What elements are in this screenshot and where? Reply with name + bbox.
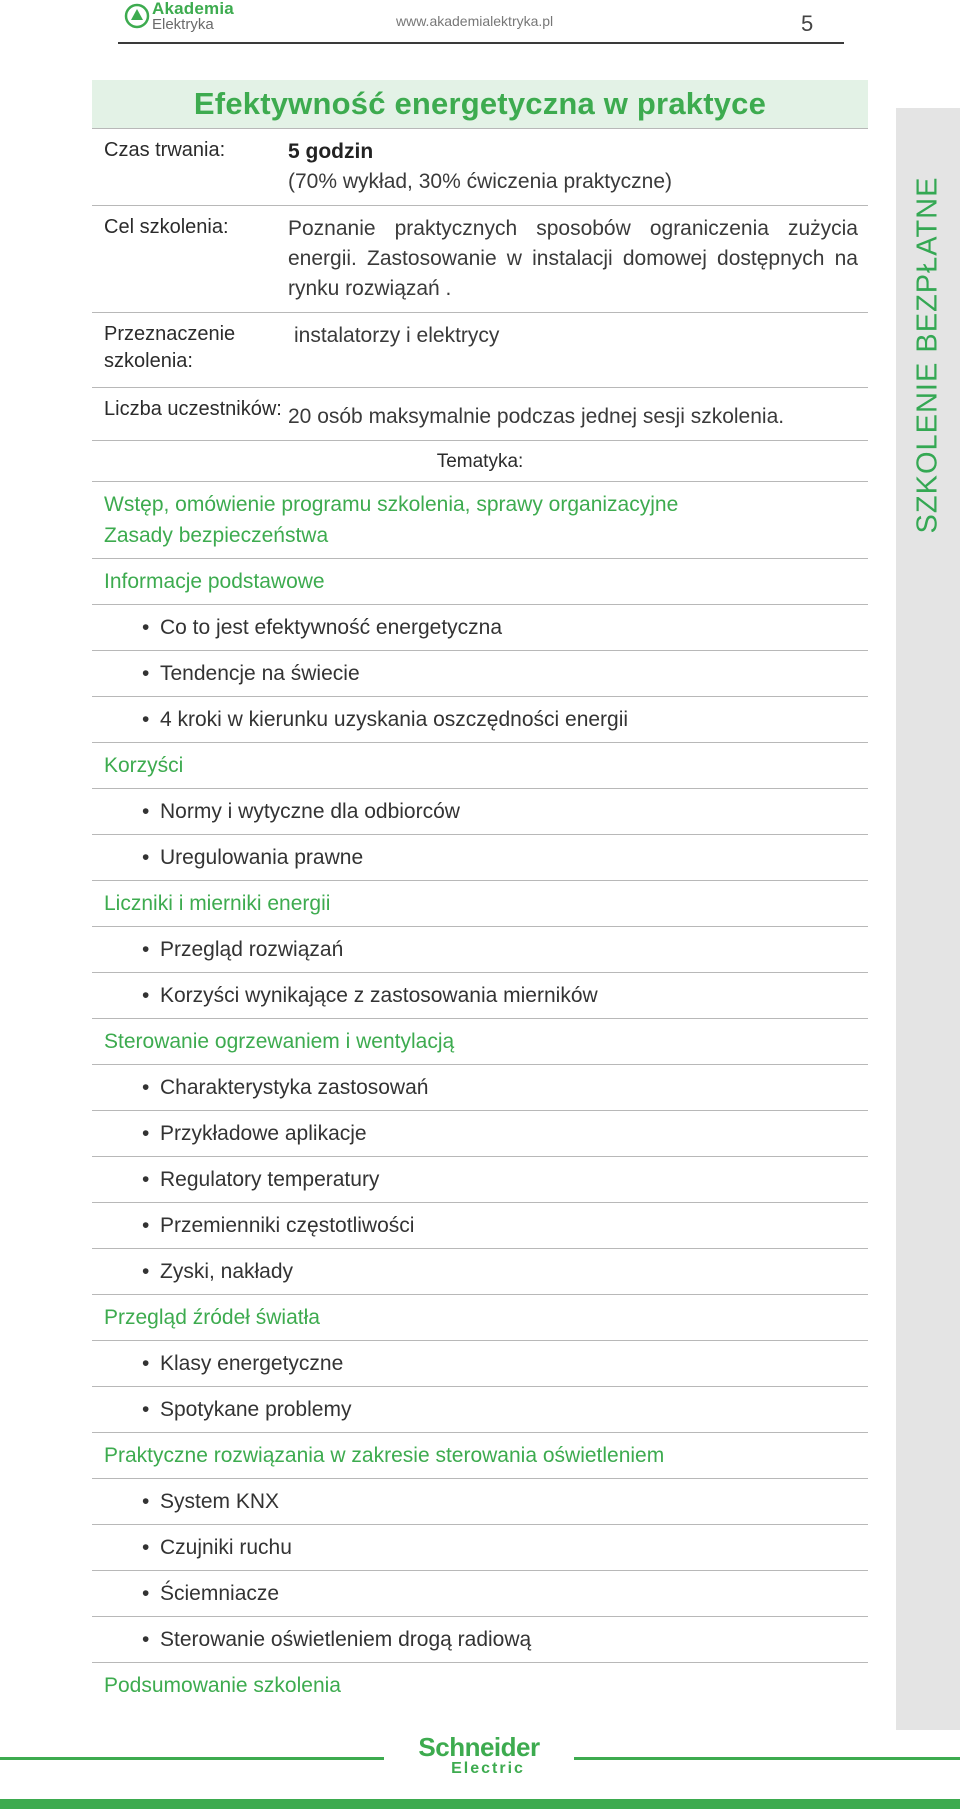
topics-heading: Tematyka:	[92, 441, 868, 482]
list-item: • 4 kroki w kierunku uzyskania oszczędności energii	[92, 697, 868, 743]
logo-line-1: Akademia	[152, 0, 234, 18]
duration-label: Czas trwania:	[104, 139, 226, 161]
participants-value: 20 osób maksymalnie podczas jednej sesji szkolenia.	[288, 405, 785, 428]
header-divider	[118, 42, 844, 44]
site-url[interactable]: www.akademialektryka.pl	[396, 13, 554, 29]
audience-value: instalatorzy i elektrycy	[294, 324, 500, 347]
list-item: • Ściemniacze	[92, 1571, 868, 1617]
list-item: • Tendencje na świecie	[92, 651, 868, 697]
duration-value: 5 godzin	[288, 140, 374, 163]
brand-line-2: Electric	[451, 1760, 525, 1777]
list-item: • System KNX	[92, 1479, 868, 1525]
participants-row	[92, 388, 868, 441]
page-header	[0, 0, 960, 48]
list-item: • Normy i wytyczne dla odbiorców	[92, 789, 868, 835]
logo-line-2: Elektryka	[152, 16, 214, 33]
section-meters: Liczniki i mierniki energii	[92, 881, 868, 927]
intro-line-1: Wstęp, omówienie programu szkolenia, sprawy organizacyjne	[104, 493, 679, 516]
intro-line-2: Zasady bezpieczeństwa	[104, 524, 329, 547]
footer-bar	[0, 1799, 960, 1809]
section-light-sources: Przegląd źródeł światła	[92, 1295, 868, 1341]
goal-value: Poznanie praktycznych sposobów ograniczenia zużycia energii. Zastosowanie w instalacji domowej dostępnych na rynku rozwiązań .	[288, 217, 858, 300]
brand-line-1: Schneider	[418, 1732, 540, 1762]
page-title: Efektywność energetyczna w praktyce	[193, 86, 767, 121]
title-band	[92, 80, 868, 129]
list-item: • Klasy energetyczne	[92, 1341, 868, 1387]
page-number: 5	[801, 11, 814, 36]
audience-row	[92, 313, 868, 388]
section-intro	[92, 482, 868, 559]
page-footer	[0, 1720, 960, 1809]
duration-row	[92, 129, 868, 206]
section-hvac: Sterowanie ogrzewaniem i wentylacją	[92, 1019, 868, 1065]
footer-rule-right	[574, 1757, 960, 1760]
list-item: • Przykładowe aplikacje	[92, 1111, 868, 1157]
goal-label: Cel szkolenia:	[104, 216, 229, 238]
audience-label: Przeznaczenie szkolenia:	[104, 323, 236, 372]
course-sheet	[92, 80, 868, 1708]
list-item: • Spotykane problemy	[92, 1387, 868, 1433]
list-item: • Korzyści wynikające z zastosowania mierników	[92, 973, 868, 1019]
participants-label: Liczba uczestników:	[104, 398, 282, 420]
list-item: • Charakterystyka zastosowań	[92, 1065, 868, 1111]
duration-note: (70% wykład, 30% ćwiczenia praktyczne)	[288, 170, 672, 193]
logo-ring-icon	[124, 3, 150, 29]
list-item: • Czujniki ruchu	[92, 1525, 868, 1571]
list-item: • Zyski, nakłady	[92, 1249, 868, 1295]
free-training-label: SZKOLENIE BEZPŁATNE	[911, 176, 944, 534]
footer-rule-left	[0, 1757, 384, 1760]
section-summary: Podsumowanie szkolenia	[104, 1674, 341, 1697]
akademia-elektryka-logo	[124, 0, 234, 36]
section-lighting-control: Praktyczne rozwiązania w zakresie sterowania oświetleniem	[92, 1433, 868, 1479]
goal-row	[92, 206, 868, 313]
list-item: • Przegląd rozwiązań	[92, 927, 868, 973]
list-item: • Co to jest efektywność energetyczna	[92, 605, 868, 651]
list-item: • Uregulowania prawne	[92, 835, 868, 881]
list-item: • Sterowanie oświetleniem drogą radiową	[92, 1617, 868, 1663]
section-basics: Informacje podstawowe	[92, 559, 868, 605]
section-benefits: Korzyści	[92, 743, 868, 789]
list-item: • Przemienniki częstotliwości	[92, 1203, 868, 1249]
schneider-electric-logo	[404, 1734, 554, 1778]
list-item: • Regulatory temperatury	[92, 1157, 868, 1203]
